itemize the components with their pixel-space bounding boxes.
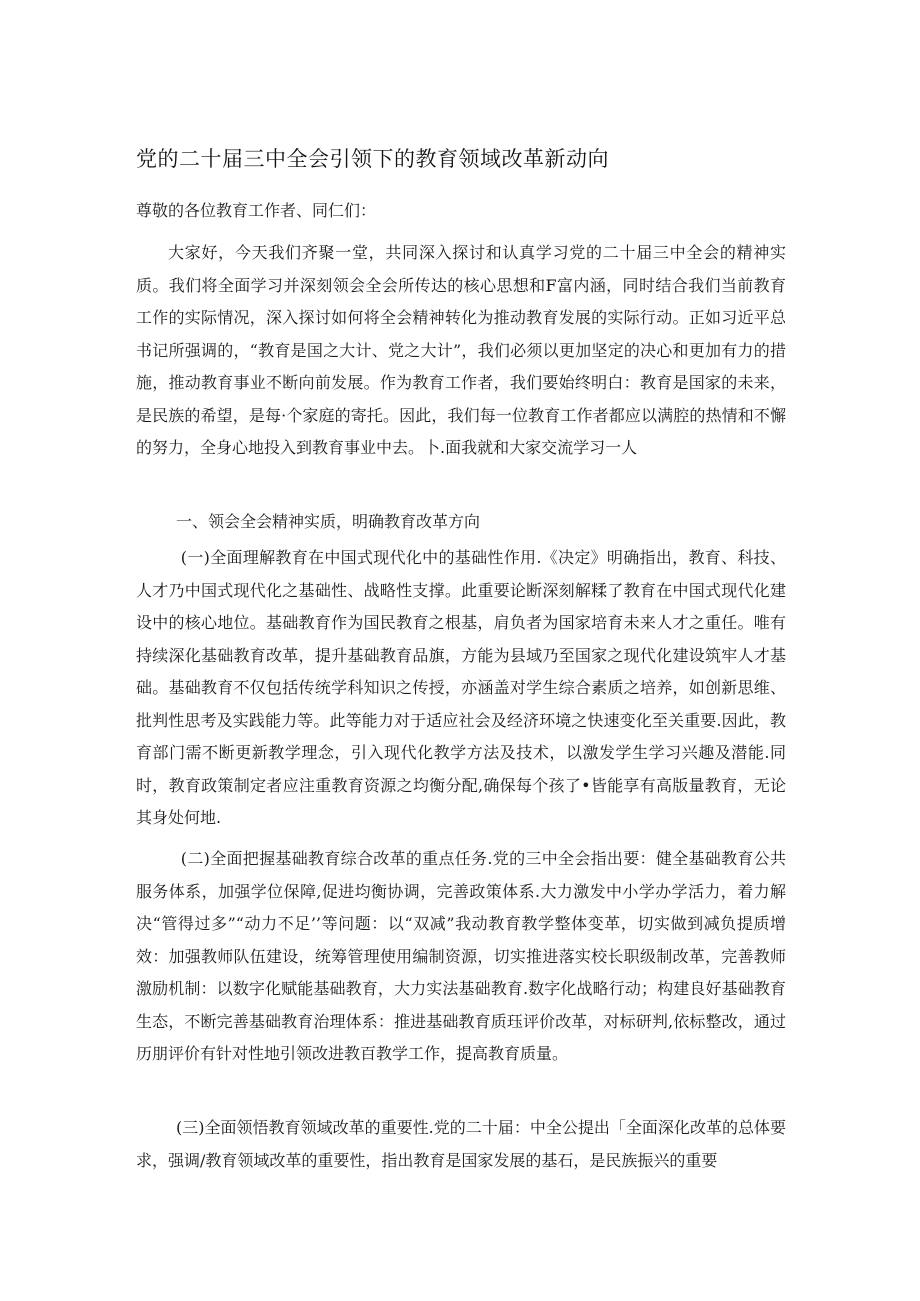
salutation: 尊敬的各位教育工作者、同仁们： xyxy=(136,201,377,220)
section-heading: 一、领会全会精神实质，明确教育改革方向 xyxy=(176,512,481,531)
section-item-2: (二)全面把握基础教育综合改革的重点任务.党的三中全会指出要：健全基础教育公共服务体系，加强学位保障,促进均衡协调，完善政策体系.大力激发中小学办学活力，着力解决“管得过多”“动力不足’’等问题：以“双减”我动教育教学整体变革，切实做到减负提质增效：加强教师队伍建设，统筹管理使用编制资源，切实推进落实校长职级制改革，完善教师激励机制：以数字化赋能基础教育，大力实法基础教育.数字化战略行动；构建良好基础教育生态，不断完善基础教育治理体系：推进基础教育质珏评价改革，对标研判,依标整改，通过历朋评价有针对性地引领改进教百教学工作，提高教育质量。 xyxy=(136,849,786,1063)
section-item-1: (一)全面理解教育在中国式现代化中的基础性作用.《决定》明确指出，教育、科技、人才乃中国式现代化之基础性、战略性支撑。此重要论断深刻解糅了教育在中国式现代化建设中的核心地位。基础教育作为国民教育之根基，肩负者为国家培育未来人才之重任。唯有持续深化基础教育改革，提升基础教育品旗，方能为县域乃至国家之现代化建设筑牢人才基础。基础教育不仅包括传统学科知识之传授，亦涵盖对学生综合素质之培养，如创新思维、批判性思考及实践能力等。此等能力对于适应社会及经济环境之快速变化至关重要.因此，教育部门需不断更新教学理念，引入现代化教学方法及技术，以激发学生学习兴趣及潜能.同时，教育政策制定者应注重教育资源之均衡分配,确保每个孩了•皆能享有高版量教育，无论其身处何地. xyxy=(136,548,786,827)
document-title: 党的二十届三中全会引领下的教育领域改革新动向 xyxy=(136,147,609,171)
section-item-3: (三)全面领悟教育领域改革的重要性.党的二十届：中全公提出「全面深化改革的总体要求，强调/教育领域改革的重要性，指出教育是国家发展的基石，是民族振兴的重要 xyxy=(136,1118,786,1170)
intro-paragraph: 大家好，今天我们齐聚一堂，共同深入探讨和认真学习党的二十届三中全会的精神实质。我们将全面学习并深刻领会全会所传达的核心思想和F富内涵，同时结合我们当前教育工作的实际情况，深入探讨如何将全会精神转化为推动教育发展的实际行动。正如习近平总书记所强调的，“教育是国之大计、党之大计”，我们必须以更加坚定的决心和更加有力的措施，推动教育事业不断向前发展。作为教育工作者，我们要始终明白：教育是国家的未来，是民族的希望，是每·个家庭的寄托。因此，我们每一位教育工作者都应以满腔的热情和不懈的努力，全身心地投入到教育事业中去。卜.面我就和大家交流学习一人 xyxy=(136,243,786,457)
